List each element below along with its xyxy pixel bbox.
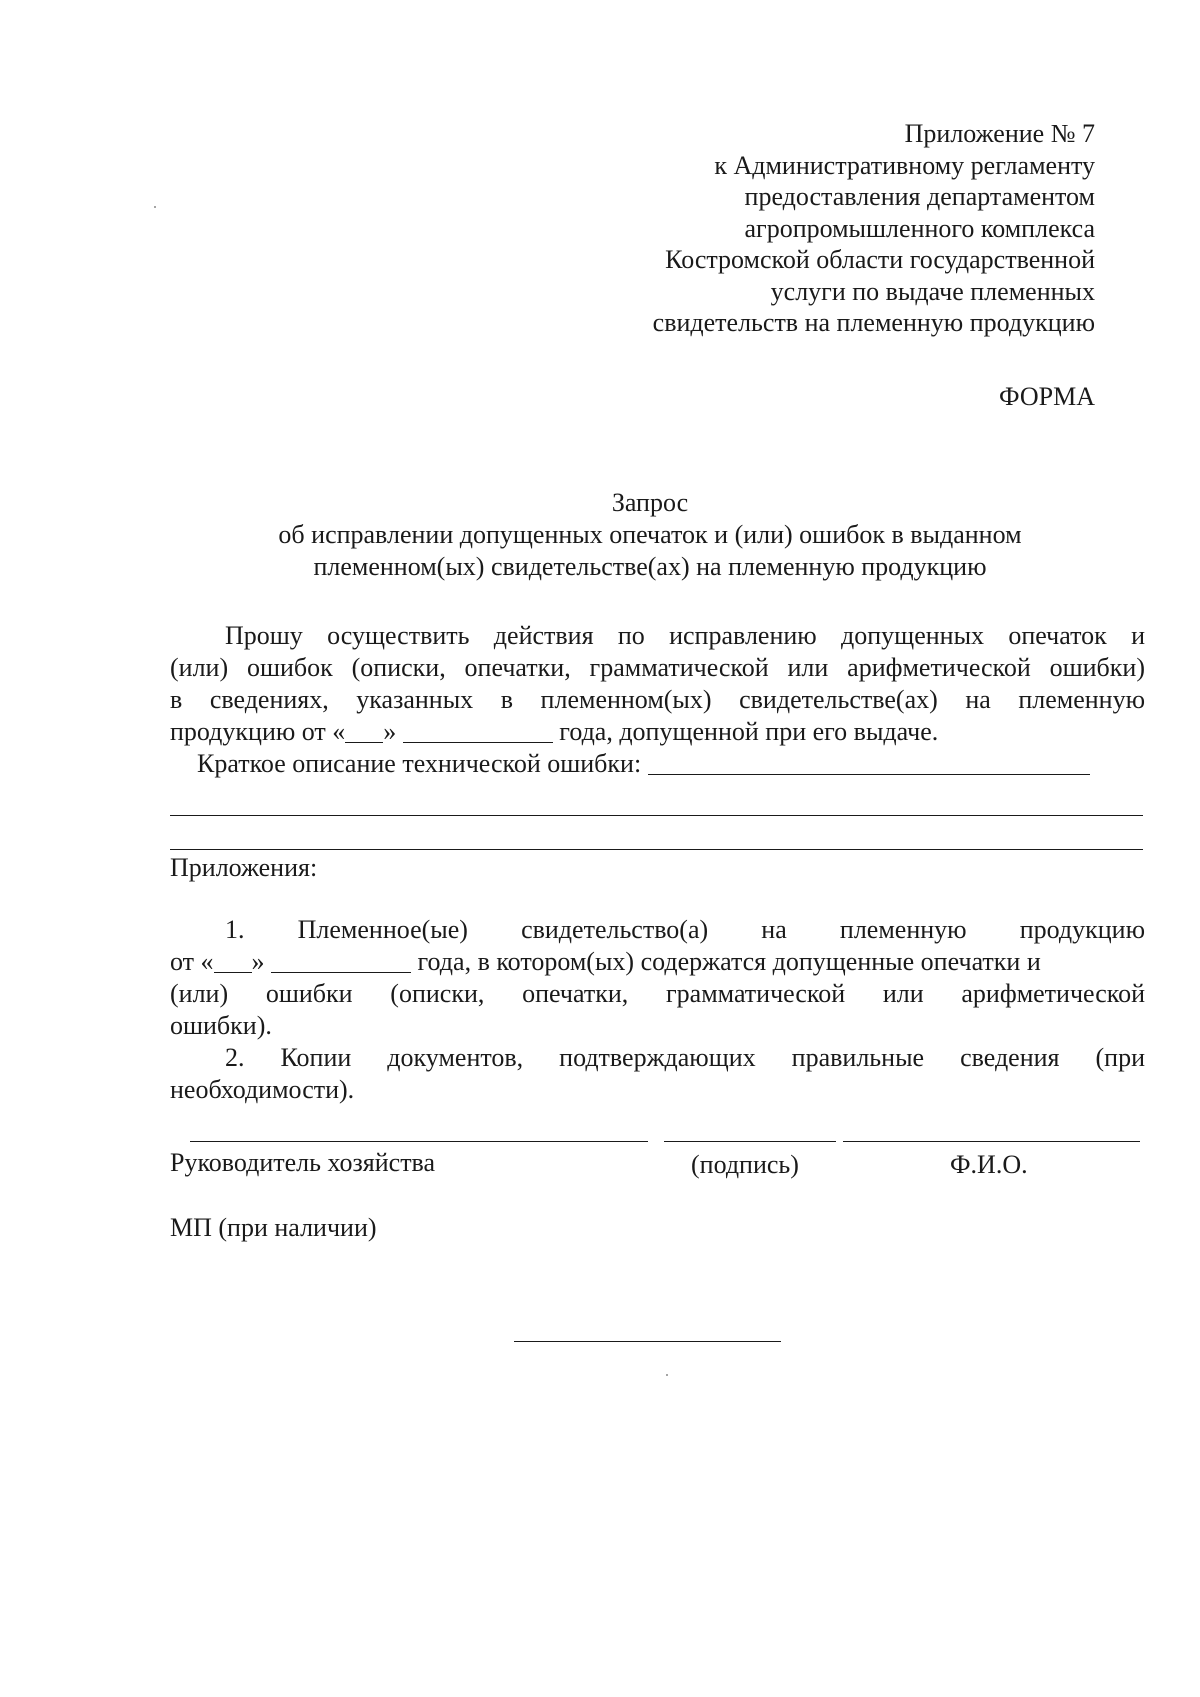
request-line: в сведениях, указанных в племенном(ых) свидетельстве(ах) на племенную bbox=[170, 685, 1145, 714]
request-line: (или) ошибок (описки, опечатки, грамматической или арифметической ошибки) bbox=[170, 653, 1145, 682]
appendix-line: к Административному регламенту bbox=[714, 150, 1095, 180]
attachment-item-1-date-line bbox=[170, 946, 1145, 978]
attachment-item-1-line: (или) ошибки (описки, опечатки, грамматической или арифметической bbox=[170, 979, 1145, 1008]
error-description-line bbox=[170, 748, 1145, 780]
attachment-item-2-line: необходимости). bbox=[170, 1075, 355, 1104]
attachment-item-1-line: ошибки). bbox=[170, 1011, 272, 1040]
appendix-line: предоставления департаментом bbox=[744, 182, 1095, 211]
stamp-label: МП (при наличии) bbox=[170, 1213, 377, 1242]
form-label: ФОРМА bbox=[999, 382, 1095, 411]
title-subject-line: племенном(ых) свидетельстве(ах) на племенную продукцию bbox=[313, 552, 987, 581]
attachments-heading: Приложения: bbox=[170, 853, 318, 882]
title-word: Запрос bbox=[611, 488, 689, 517]
day-blank[interactable] bbox=[214, 946, 252, 973]
date-quote: » bbox=[251, 947, 265, 976]
error-description-blank[interactable] bbox=[648, 748, 1090, 775]
signature-field[interactable] bbox=[664, 1141, 836, 1142]
month-blank[interactable] bbox=[271, 946, 411, 973]
scan-speck bbox=[666, 1374, 668, 1376]
appendix-line: Костромской области государственной bbox=[665, 245, 1095, 274]
error-description-label: Краткое описание технической ошибки: bbox=[197, 749, 642, 778]
closing-divider bbox=[514, 1341, 781, 1342]
error-description-line-2[interactable] bbox=[170, 815, 1143, 816]
full-name-field[interactable] bbox=[843, 1141, 1140, 1142]
appendix-line: агропромышленного комплекса bbox=[744, 213, 1095, 243]
month-blank[interactable] bbox=[403, 716, 553, 743]
day-blank[interactable] bbox=[345, 716, 383, 743]
attachments bbox=[170, 852, 1145, 1106]
date-prefix: от « bbox=[170, 947, 214, 976]
head-label: Руководитель хозяйства bbox=[170, 1148, 436, 1177]
full-name-label: Ф.И.О. bbox=[950, 1150, 1028, 1179]
title-subject-line: об исправлении допущенных опечаток и (или) ошибок в выданном bbox=[278, 520, 1022, 549]
request-line: Прошу осуществить действия по исправлению допущенных опечаток и bbox=[225, 621, 1145, 650]
attachment-item-1-line: 1. Племенное(ые) свидетельство(а) на племенную продукцию bbox=[225, 915, 1145, 944]
request-date-line bbox=[170, 716, 1145, 748]
error-description-line-3[interactable] bbox=[170, 849, 1143, 850]
date-prefix: продукцию от « bbox=[170, 717, 346, 746]
head-signature-field[interactable] bbox=[190, 1141, 648, 1142]
attachment-item-2-line: 2. Копии документов, подтверждающих правильные сведения (при bbox=[225, 1043, 1145, 1072]
appendix-line: свидетельств на племенную продукцию bbox=[652, 308, 1095, 337]
document-title bbox=[170, 487, 1130, 583]
request-body bbox=[170, 620, 1145, 780]
signature-label: (подпись) bbox=[691, 1150, 799, 1179]
scan-speck bbox=[154, 206, 156, 208]
appendix-header bbox=[560, 118, 1095, 339]
appendix-line: Приложение № 7 bbox=[904, 119, 1095, 148]
date-suffix: года, допущенной при его выдаче. bbox=[559, 717, 939, 746]
date-quote: » bbox=[383, 717, 397, 746]
appendix-line: услуги по выдаче племенных bbox=[770, 276, 1095, 306]
date-suffix: года, в котором(ых) содержатся допущенные опечатки и bbox=[417, 947, 1041, 976]
